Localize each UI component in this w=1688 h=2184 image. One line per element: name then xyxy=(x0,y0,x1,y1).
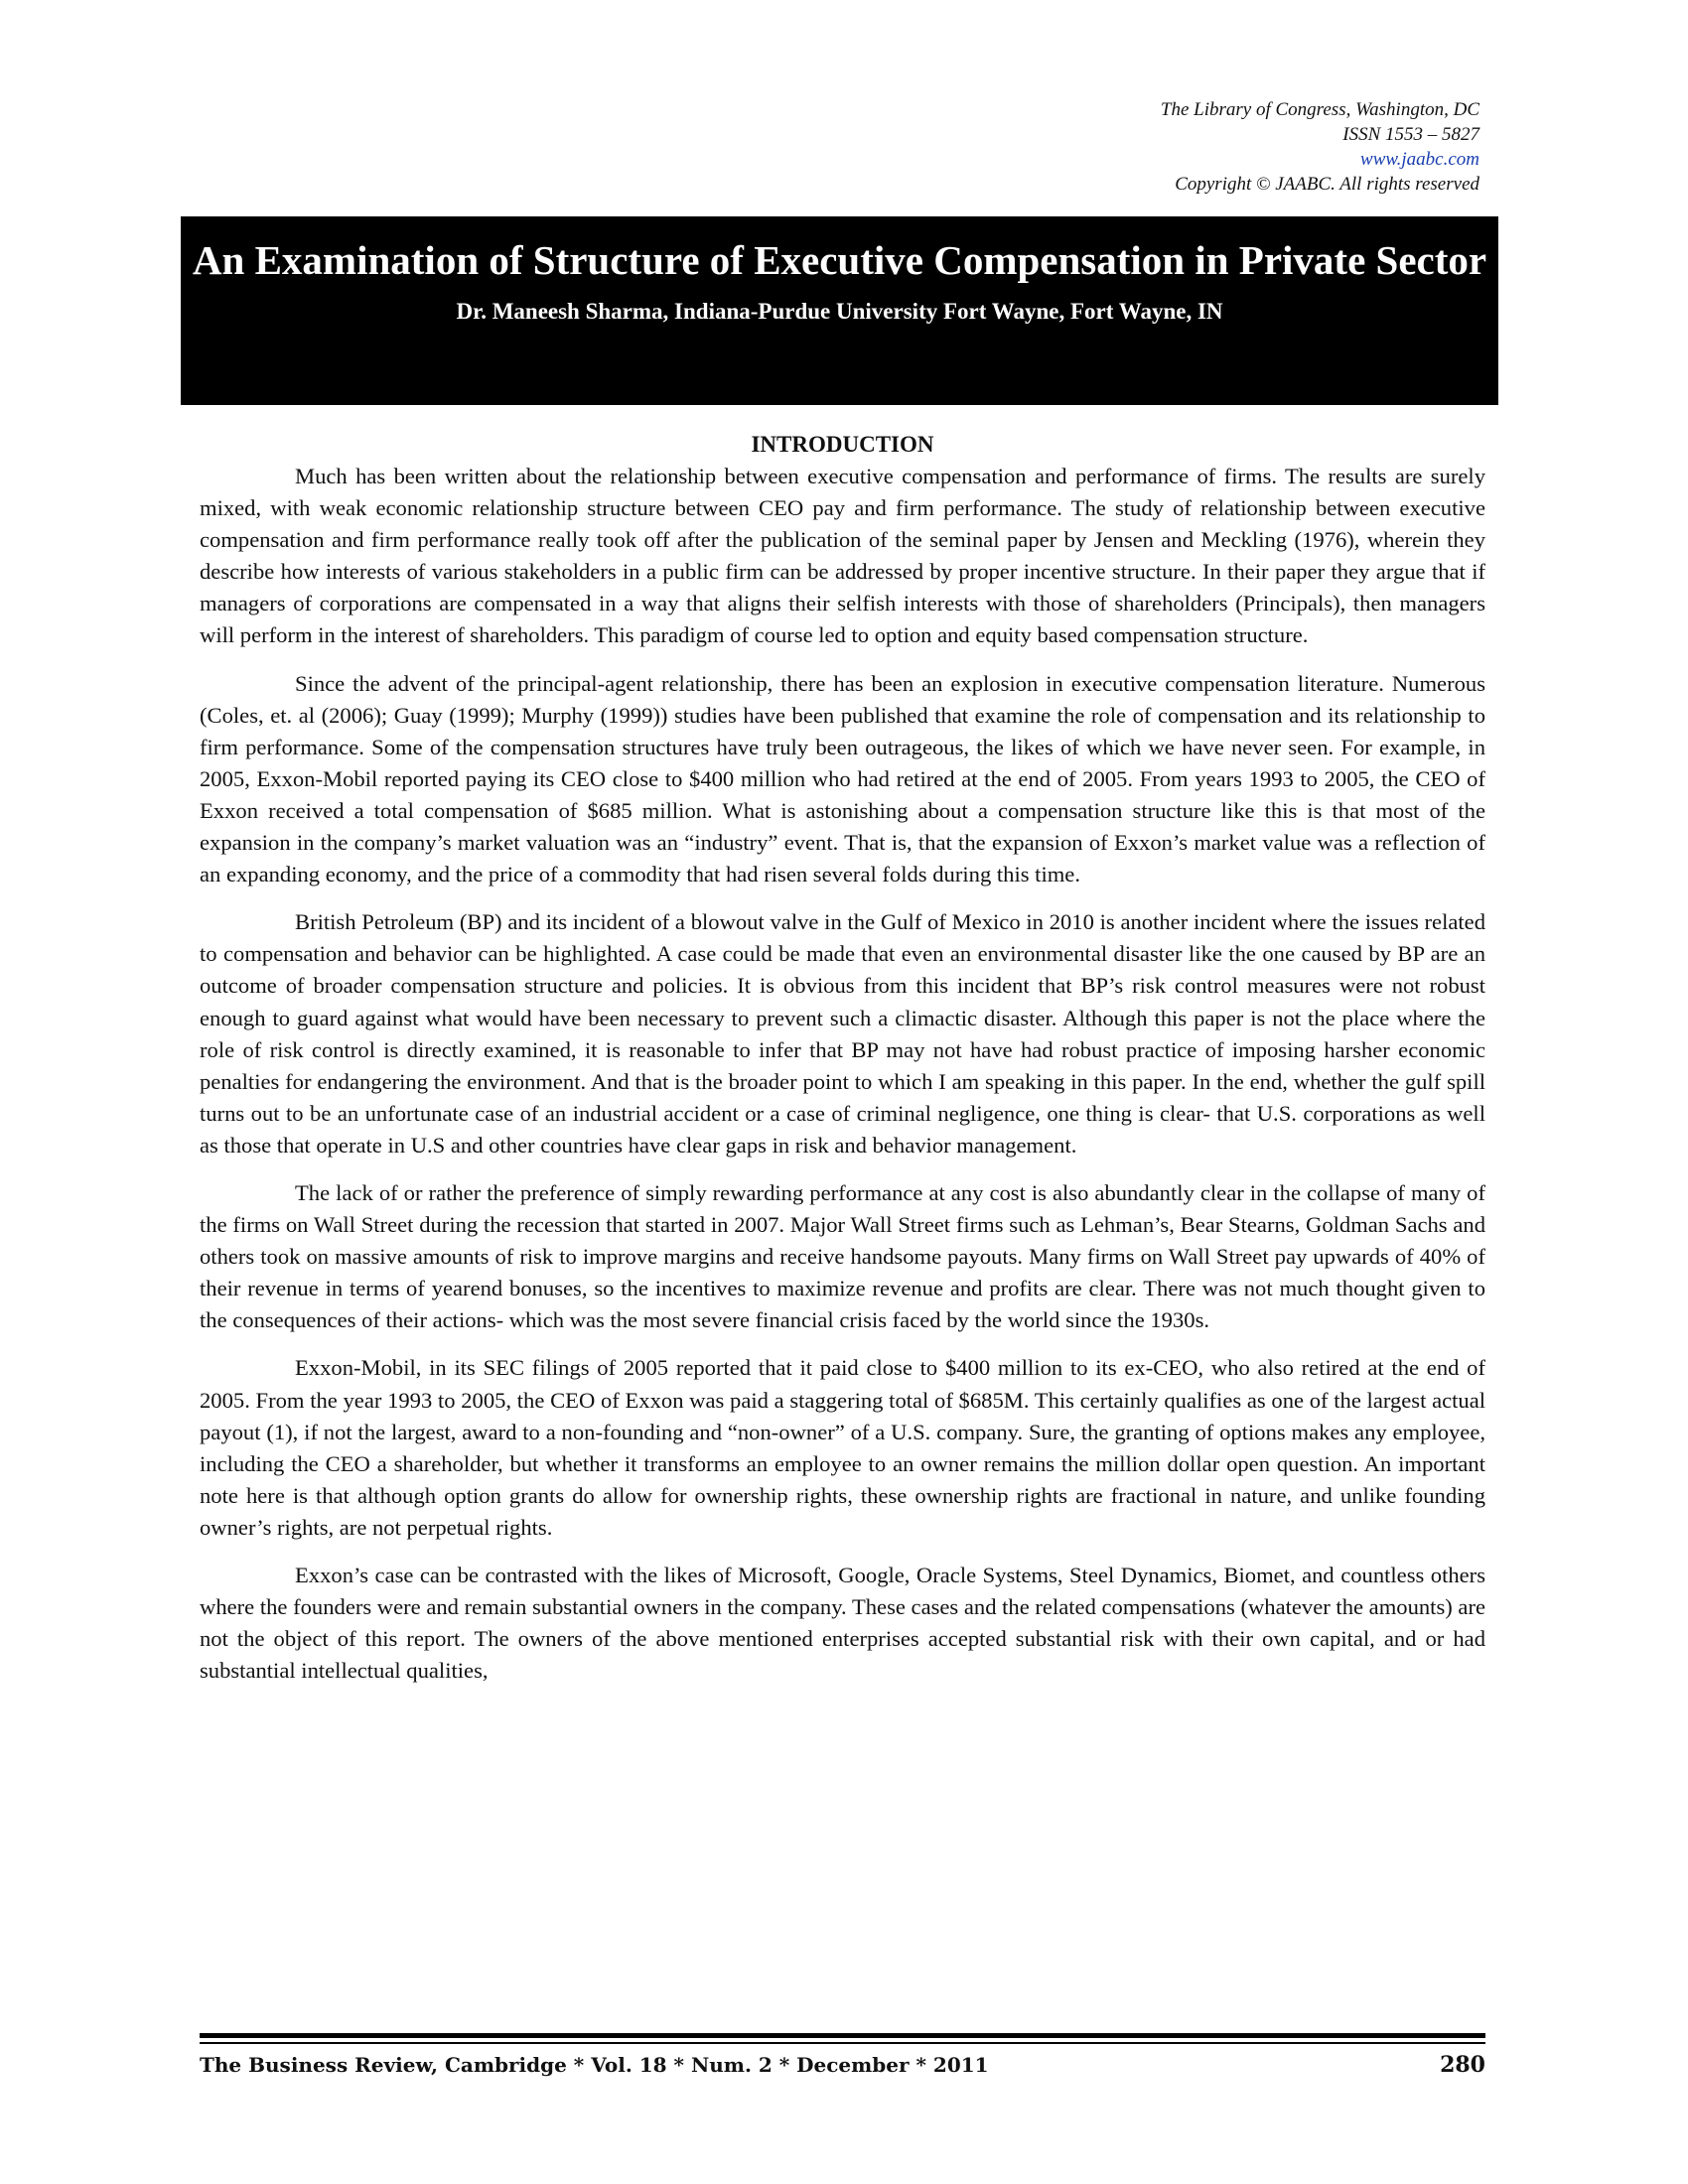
page-footer xyxy=(200,2051,1485,2079)
paper-body xyxy=(200,429,1485,1687)
title-banner xyxy=(181,216,1498,405)
meta-issn: ISSN 1553 – 5827 xyxy=(1342,124,1479,145)
paragraph: Exxon’s case can be contrasted with the likes of Microsoft, Google, Oracle Systems, Steel Dynamics, Biomet, and countless others where the founders were and remain substantial owners in the company. These cases and the related compensations (whatever the amounts) are not the object of this report. The owners of the above mentioned enterprises accepted substantial risk with their own capital, and or had substantial intellectual qualities, xyxy=(200,1563,1485,1684)
footer-rule-thick xyxy=(200,2033,1485,2038)
footer-journal: The Business Review, Cambridge * Vol. 18 * Num. 2 * December * 2011 xyxy=(200,2053,989,2077)
paragraph: Much has been written about the relationship between executive compensation and performance of firms. The results are surely mixed, with weak economic relationship structure between CEO pay and firm performance. The study of relationship between executive compensation and firm performance really took off after the publication of the seminal paper by Jensen and Meckling (1976), wherein they describe how interests of various stakeholders in a public firm can be addressed by proper incentive structure. In their paper they argue that if managers of corporations are compensated in a way that aligns their selfish interests with those of shareholders (Principals), then managers will perform in the interest of shareholders. This paradigm of course led to option and equity based compensation structure. xyxy=(200,464,1485,648)
meta-library: The Library of Congress, Washington, DC xyxy=(1160,99,1479,120)
page-number: 280 xyxy=(1440,2052,1485,2078)
paragraph: British Petroleum (BP) and its incident of a blowout valve in the Gulf of Mexico in 2010 is another incident where the issues related to compensation and behavior can be highlighted. A case could be made that even an environmental disaster like the one caused by BP are an outcome of broader compensation structure and policies. It is obvious from this incident that BP’s risk control measures were not robust enough to guard against what would have been necessary to prevent such a climactic disaster. Although this paper is not the place where the role of risk control is directly examined, it is reasonable to infer that BP may not have had robust practice of imposing harsher economic penalties for endangering the environment. And that is the broader point to which I am speaking in this paper. In the end, whether the gulf spill turns out to be an unfortunate case of an industrial accident or a case of criminal negligence, one thing is clear- that U.S. corporations as well as those that operate in U.S and other countries have clear gaps in risk and behavior management. xyxy=(200,909,1485,1158)
section-heading: INTRODUCTION xyxy=(751,432,934,457)
publication-meta xyxy=(1161,97,1479,197)
footer-rule-thin xyxy=(200,2042,1485,2044)
meta-website-link[interactable]: www.jaabc.com xyxy=(1360,149,1479,170)
meta-copyright: Copyright © JAABC. All rights reserved xyxy=(1175,174,1479,195)
paper-author: Dr. Maneesh Sharma, Indiana-Purdue University Fort Wayne, Fort Wayne, IN xyxy=(456,299,1223,324)
paragraph: Exxon-Mobil, in its SEC filings of 2005 reported that it paid close to $400 million to its ex-CEO, who also retired at the end of 2005. From the year 1993 to 2005, the CEO of Exxon was paid a staggering total of $685M. This certainly qualifies as one of the largest actual payout (1), if not the largest, award to a non-founding and “non-owner” of a U.S. company. Sure, the granting of options makes any employee, including the CEO a shareholder, but whether it transforms an employee to an owner remains the million dollar open question. An important note here is that although option grants do allow for ownership rights, these ownership rights are fractional in nature, and unlike founding owner’s rights, are not perpetual rights. xyxy=(200,1355,1485,1540)
paragraph: The lack of or rather the preference of simply rewarding performance at any cost is also abundantly clear in the collapse of many of the firms on Wall Street during the recession that started in 2007. Major Wall Street firms such as Lehman’s, Bear Stearns, Goldman Sachs and others took on massive amounts of risk to improve margins and receive handsome payouts. Many firms on Wall Street pay upwards of 40% of their revenue in terms of yearend bonuses, so the incentives to maximize revenue and profits are clear. There was not much thought given to the consequences of their actions- which was the most severe financial crisis faced by the world since the 1930s. xyxy=(200,1179,1485,1333)
paper-title: An Examination of Structure of Executive Compensation in Private Sector xyxy=(192,237,1487,283)
paragraph: Since the advent of the principal-agent relationship, there has been an explosion in executive compensation literature. Numerous (Coles, et. al (2006); Guay (1999); Murphy (1999)) studies have been published that examine the role of compensation and its relationship to firm performance. Some of the compensation structures have truly been outrageous, the likes of which we have never seen. For example, in 2005, Exxon-Mobil reported paying its CEO close to $400 million who had retired at the end of 2005. From years 1993 to 2005, the CEO of Exxon received a total compensation of $685 million. What is astonishing about a compensation structure like this is that most of the expansion in the company’s market valuation was an “industry” event. That is, that the expansion of Exxon’s market value was a reflection of an expanding economy, and the price of a commodity that had risen several folds during this time. xyxy=(200,670,1485,887)
